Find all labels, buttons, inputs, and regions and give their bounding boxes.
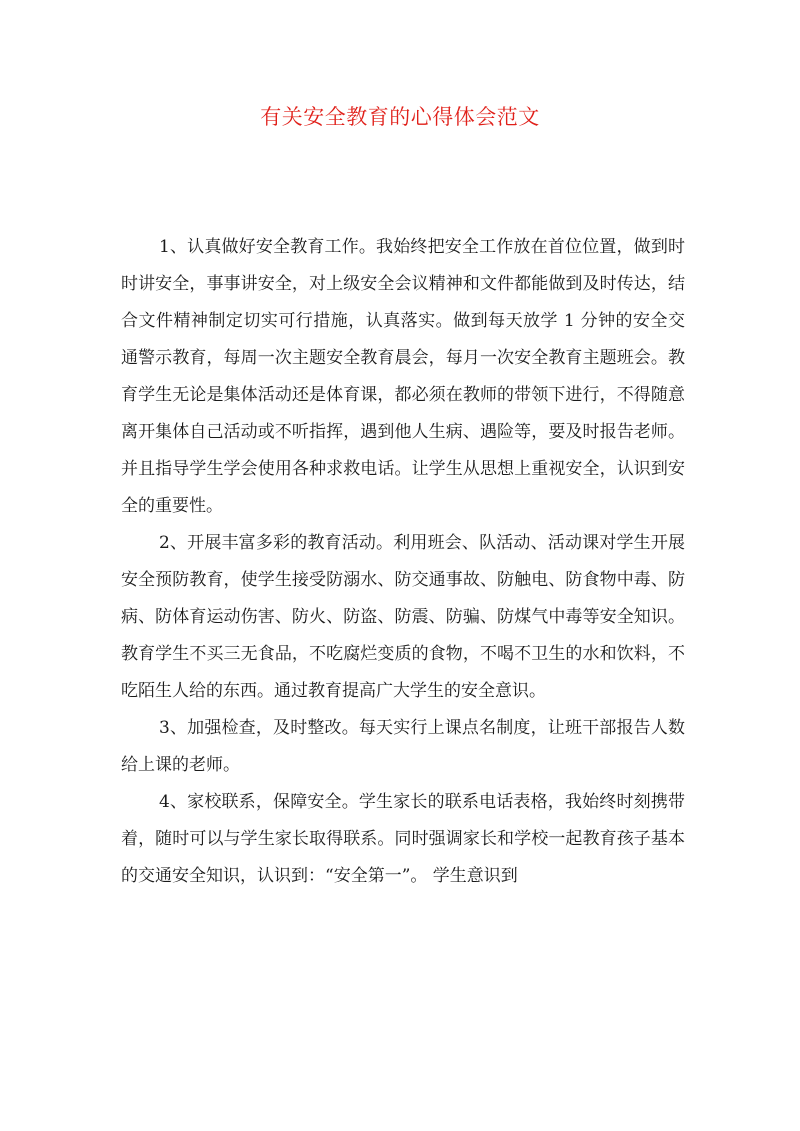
paragraph-2: 2、开展丰富多彩的教育活动。利用班会、队活动、活动课对学生开展安全预防教育，使学生接受防溺水、防交通事故、防触电、防食物中毒、防病、防体育运动伤害、防火、防盗、防震、防骗、防煤气中毒等安全知识。教育学生不买三无食品，不吃腐烂变质的食物，不喝不卫生的水和饮料，不吃陌生人给的东西。通过教育提高广大学生的安全意识。 [121,533,685,701]
paragraph-3: 3、加强检查，及时整改。每天实行上课点名制度，让班干部报告人数给上课的老师。 [121,718,685,775]
document-title: 有关安全教育的心得体会范文 [260,105,540,129]
paragraph-4: 4、家校联系，保障安全。学生家长的联系电话表格，我始终时刻携带着，随时可以与学生家长取得联系。同时强调家长和学校一起教育孩子基本的交通安全知识，认识到：“安全第一”。 学生意识到 [121,792,685,886]
paragraph-1: 1、认真做好安全教育工作。我始终把安全工作放在首位位置，做到时时讲安全，事事讲安全，对上级安全会议精神和文件都能做到及时传达，结合文件精神制定切实可行措施，认真落实。做到每天放学 1 分钟的安全交通警示教育，每周一次主题安全教育晨会，每月一次安全教育主题班会。教育学生无论是集体活动还是体育课，都必须在教师的带领下进行，不得随意离开集体自己活动或不听指挥，遇到他人生病、遇险等，要及时报告老师。并且指导学生学会使用各种求救电话。让学生从思想上重视安全，认识到安全的重要性。 [121,237,685,516]
document-body [121,229,685,1109]
